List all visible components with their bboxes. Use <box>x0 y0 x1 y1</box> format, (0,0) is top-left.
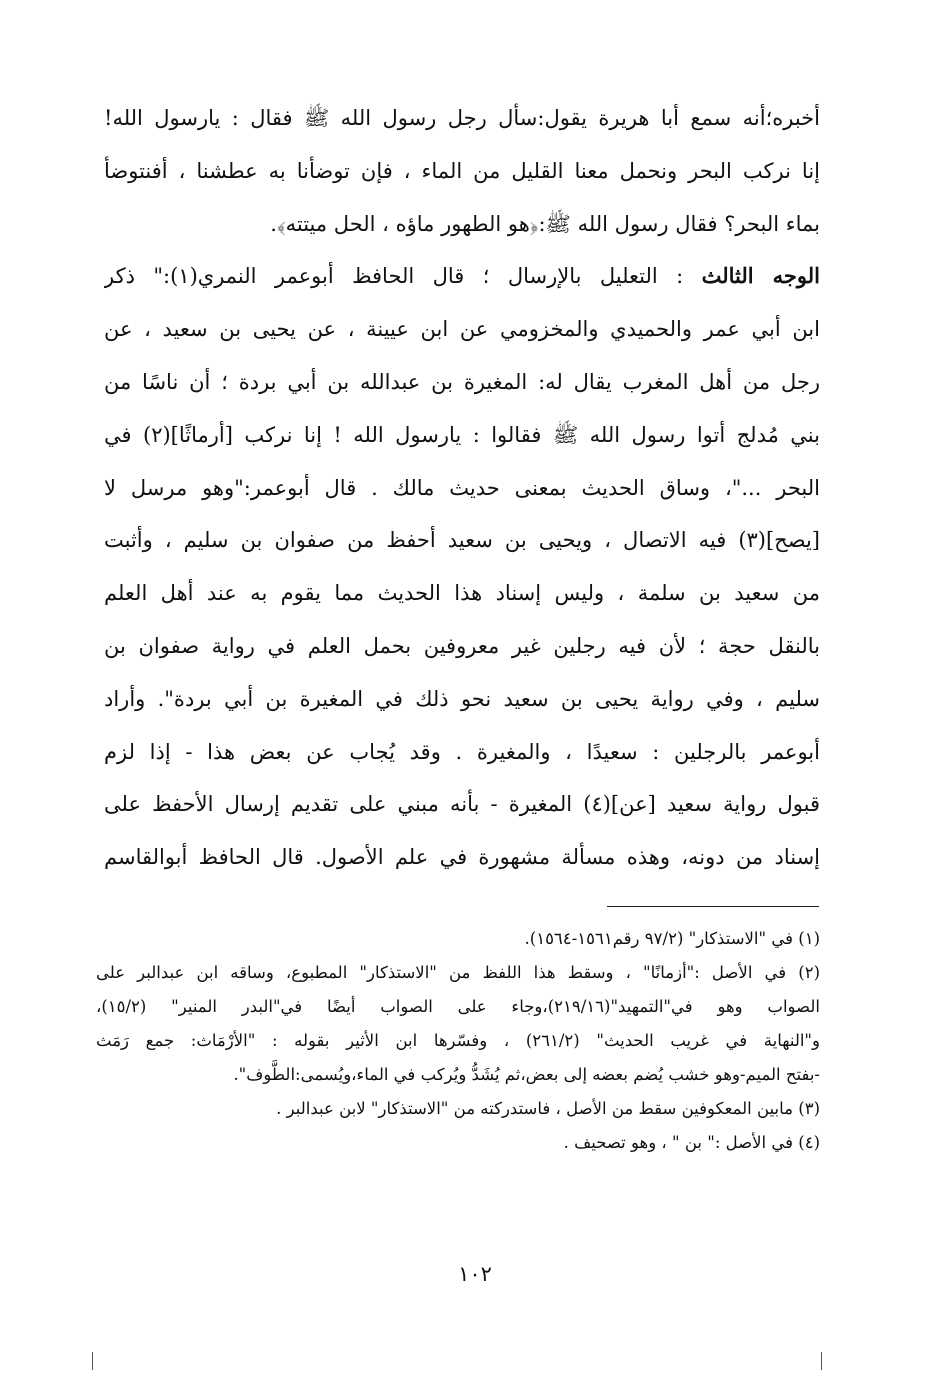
main-text <box>104 92 820 884</box>
section-line-6: [يصح](٣) فيه الاتصال ، ويحيى بن سعيد أحفظ من صفوان بن سليم ، وأثبت <box>104 528 820 553</box>
section-heading: الوجه الثالث <box>701 263 820 289</box>
footnote-4: (٤) في الأصل :" بن " ، وهو تصحيف . <box>563 1133 820 1152</box>
text-line-2: إنا نركب البحر ونحمل معنا القليل من الماء ، فإن توضأنا به عطشنا ، أفنتوضأ <box>104 158 820 183</box>
section-line-3: رجل من أهل المغرب يقال له: المغيرة بن عبدالله بن أبي بردة ؛ أن ناسًا من <box>104 369 820 394</box>
section-line-2: ابن أبي عمر والحميدي والمخزومي عن ابن عيينة ، عن يحيى بن سعيد ، عن <box>104 317 820 342</box>
section-line-5: البحر ..."، وساق الحديث بمعنى حديث مالك . قال أبوعمر:"وهو مرسل لا <box>104 475 820 500</box>
footnote-2-line-4: -بفتح الميم-وهو خشب يُضم بعضه إلى بعض،ثم يُشَدُّ ويُركب في الماء،ويُسمى:الطَّوف". <box>233 1065 820 1084</box>
footnote-3: (٣) مابين المعكوفين سقط من الأصل ، فاستدركته من "الاستذكار" لابن عبدالبر . <box>276 1099 820 1118</box>
footnotes <box>96 922 820 1160</box>
footnote-2-line-3: و"النهاية في غريب الحديث" (٢٦١/٢) ، وفسّرها ابن الأثير بقوله : "الأرْمَاث: جمع رَمَث <box>96 1031 820 1050</box>
section-line-4: بني مُدلج أتوا رسول الله ﷺ فقالوا : يارسول الله ! إنا نركب [أرماثًا](٢) في <box>104 422 820 447</box>
section-line-9: سليم ، وفي رواية يحيى بن سعيد نحو ذلك في المغيرة بن أبي بردة". وأراد <box>104 686 820 711</box>
section-line-10: أبوعمر بالرجلين : سعيدًا ، والمغيرة . وقد يُجاب عن بعض هذا - إذا لزم <box>104 739 820 764</box>
text-line-3: بماء البحر؟ فقال رسول الله ﷺ:﴿هو الطهور ماؤه ، الحل ميتته﴾. <box>270 211 820 236</box>
section-line-8: بالنقل حجة ؛ لأن فيه رجلين غير معروفين بحمل العلم في رواية صفوان بن <box>104 633 820 658</box>
scan-edge-mark-left <box>92 1352 93 1370</box>
footnote-divider <box>607 906 819 907</box>
footnote-2-line-2: الصواب وهو في"التمهيد"(٢١٩/١٦)،وجاء على الصواب أيضًا في"البدر المنير" (١٥/٢)، <box>96 997 820 1016</box>
scan-edge-mark-right <box>821 1352 822 1370</box>
section-line-1: : التعليل بالإرسال ؛ قال الحافظ أبوعمر النمري(١):" ذكر <box>104 264 684 289</box>
page-number: ١٠٢ <box>458 1262 492 1286</box>
section-line-7: من سعيد بن سلمة ، وليس إسناد هذا الحديث مما يقوم به عند أهل العلم <box>104 581 820 606</box>
footnote-2-line-1: (٢) في الأصل :"أزمانًا" ، وسقط هذا اللفظ من "الاستذكار" المطبوع، وساقه ابن عبدالبر على <box>96 963 820 982</box>
section-line-11: قبول رواية سعيد [عن](٤) المغيرة - بأنه مبني على تقديم إرسال الأحفظ على <box>104 792 820 817</box>
section-line-12: إسناد من دونه، وهذه مسألة مشهورة في علم الأصول. قال الحافظ أبوالقاسم <box>104 845 820 870</box>
section-heading-line <box>104 250 820 303</box>
footnote-1: (١) في "الاستذكار" (٩٧/٢ رقم١٥٦١-١٥٦٤). <box>524 929 820 948</box>
text-line-1: أخبره؛أنه سمع أبا هريرة يقول:سأل رجل رسول الله ﷺ فقال : يارسول الله! <box>104 106 820 130</box>
